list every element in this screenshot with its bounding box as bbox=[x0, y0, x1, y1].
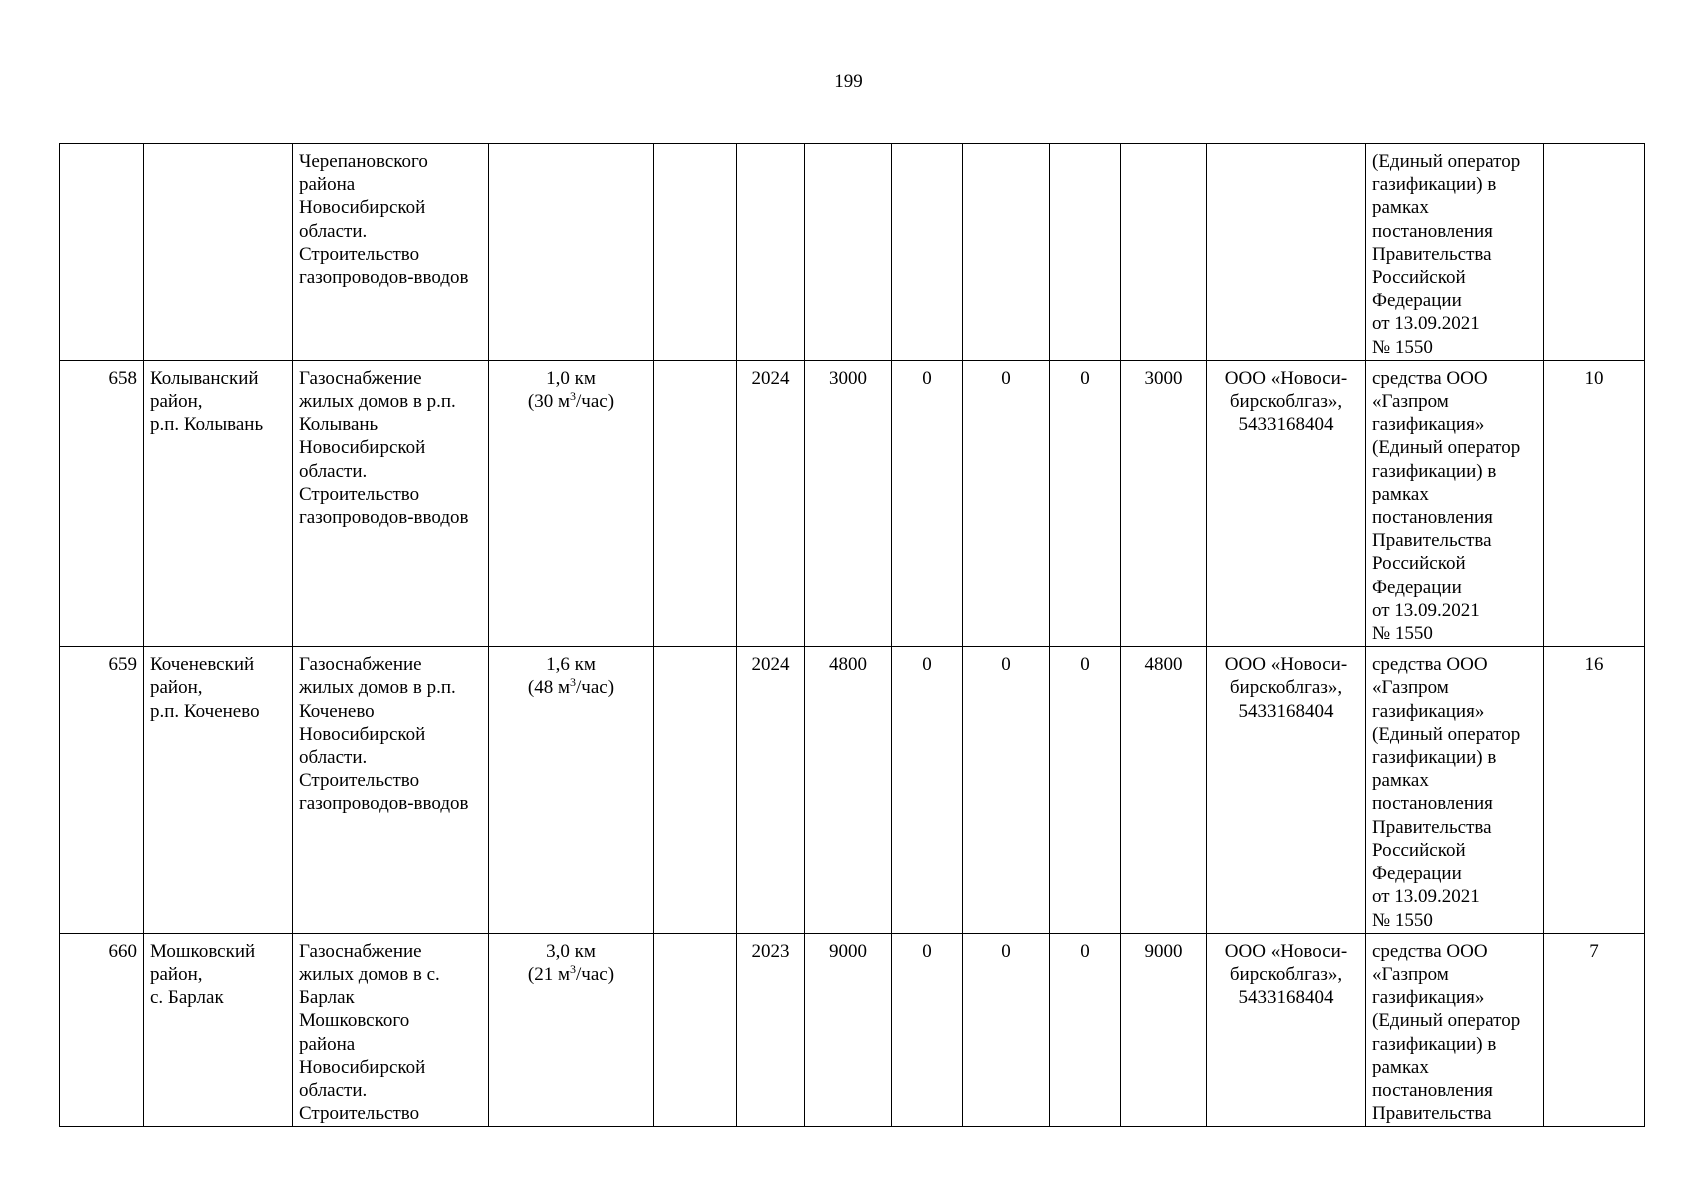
capacity-length: 1,0 км bbox=[546, 367, 596, 389]
description-cell: Газоснабжение жилых домов в р.п. Коченево Новосибирской области. Строительство газопроводов-вводов bbox=[293, 647, 489, 933]
row-number: 659 bbox=[60, 647, 144, 933]
capacity-cell bbox=[489, 647, 654, 933]
value-cell-2: 0 bbox=[963, 360, 1050, 646]
capacity-flow bbox=[495, 676, 647, 699]
empty-cell bbox=[654, 144, 737, 361]
value-cell-3: 0 bbox=[1050, 647, 1121, 933]
description-cell: Газоснабжение жилых домов в с. Барлак Мошковского района Новосибирской области. Строительство bbox=[293, 933, 489, 1127]
capacity-flow-prefix: (21 м bbox=[527, 963, 571, 985]
value-cell-3 bbox=[1050, 144, 1121, 361]
total-cell: 4800 bbox=[805, 647, 892, 933]
funding-cell: средства ООО «Газпром газификация» (Единый оператор газификации) в рамках постановления Правительства Российской Федерации от 13.09.2021 № 1550 bbox=[1366, 647, 1544, 933]
table-row bbox=[60, 144, 1645, 361]
row-number bbox=[60, 144, 144, 361]
capacity-flow-exponent: 3 bbox=[570, 389, 577, 404]
capacity-flow-suffix: /час) bbox=[576, 391, 615, 413]
value-cell-3: 0 bbox=[1050, 933, 1121, 1127]
year-cell bbox=[737, 144, 805, 361]
capacity-flow-prefix: (48 м bbox=[527, 677, 571, 699]
value-cell-2: 0 bbox=[963, 647, 1050, 933]
count-cell: 10 bbox=[1544, 360, 1645, 646]
gasification-table bbox=[59, 143, 1645, 1127]
value-cell-2: 0 bbox=[963, 933, 1050, 1127]
capacity-flow bbox=[495, 390, 647, 413]
capacity-cell bbox=[489, 360, 654, 646]
value-cell-4: 3000 bbox=[1121, 360, 1207, 646]
empty-cell bbox=[654, 933, 737, 1127]
row-number: 660 bbox=[60, 933, 144, 1127]
operator-cell bbox=[1207, 144, 1366, 361]
count-cell: 7 bbox=[1544, 933, 1645, 1127]
count-cell bbox=[1544, 144, 1645, 361]
capacity-flow-exponent: 3 bbox=[570, 675, 577, 690]
total-cell bbox=[805, 144, 892, 361]
table-row bbox=[60, 933, 1645, 1127]
page-number: 199 bbox=[834, 71, 863, 92]
value-cell-1: 0 bbox=[892, 360, 963, 646]
value-cell-2 bbox=[963, 144, 1050, 361]
capacity-length: 3,0 км bbox=[546, 940, 596, 962]
total-cell: 9000 bbox=[805, 933, 892, 1127]
funding-cell: (Единый оператор газификации) в рамках постановления Правительства Российской Федерации от 13.09.2021 № 1550 bbox=[1366, 144, 1544, 361]
district-cell: Мошковский район, с. Барлак bbox=[144, 933, 293, 1127]
operator-cell: ООО «Новоси- бирскоблгаз», 5433168404 bbox=[1207, 360, 1366, 646]
capacity-flow-prefix: (30 м bbox=[527, 391, 571, 413]
description-cell: Черепановского района Новосибирской области. Строительство газопроводов-вводов bbox=[293, 144, 489, 361]
capacity-cell bbox=[489, 144, 654, 361]
funding-cell: средства ООО «Газпром газификация» (Единый оператор газификации) в рамках постановления Правительства bbox=[1366, 933, 1544, 1127]
capacity-flow-exponent: 3 bbox=[570, 961, 577, 976]
capacity-length: 1,6 км bbox=[546, 654, 596, 676]
capacity-flow-suffix: /час) bbox=[576, 677, 615, 699]
year-cell: 2024 bbox=[737, 360, 805, 646]
value-cell-1 bbox=[892, 144, 963, 361]
count-cell: 16 bbox=[1544, 647, 1645, 933]
district-cell: Колыванский район, р.п. Колывань bbox=[144, 360, 293, 646]
district-cell bbox=[144, 144, 293, 361]
funding-cell: средства ООО «Газпром газификация» (Единый оператор газификации) в рамках постановления Правительства Российской Федерации от 13.09.2021 № 1550 bbox=[1366, 360, 1544, 646]
total-cell: 3000 bbox=[805, 360, 892, 646]
table-row bbox=[60, 360, 1645, 646]
description-cell: Газоснабжение жилых домов в р.п. Колывань Новосибирской области. Строительство газопроводов-вводов bbox=[293, 360, 489, 646]
year-cell: 2023 bbox=[737, 933, 805, 1127]
year-cell: 2024 bbox=[737, 647, 805, 933]
value-cell-4: 9000 bbox=[1121, 933, 1207, 1127]
operator-cell: ООО «Новоси- бирскоблгаз», 5433168404 bbox=[1207, 647, 1366, 933]
value-cell-3: 0 bbox=[1050, 360, 1121, 646]
value-cell-1: 0 bbox=[892, 647, 963, 933]
value-cell-4 bbox=[1121, 144, 1207, 361]
capacity-flow-suffix: /час) bbox=[576, 963, 615, 985]
empty-cell bbox=[654, 647, 737, 933]
table-row bbox=[60, 647, 1645, 933]
value-cell-4: 4800 bbox=[1121, 647, 1207, 933]
value-cell-1: 0 bbox=[892, 933, 963, 1127]
capacity-cell bbox=[489, 933, 654, 1127]
row-number: 658 bbox=[60, 360, 144, 646]
district-cell: Коченевский район, р.п. Коченево bbox=[144, 647, 293, 933]
operator-cell: ООО «Новоси- бирскоблгаз», 5433168404 bbox=[1207, 933, 1366, 1127]
capacity-flow bbox=[495, 963, 647, 986]
empty-cell bbox=[654, 360, 737, 646]
